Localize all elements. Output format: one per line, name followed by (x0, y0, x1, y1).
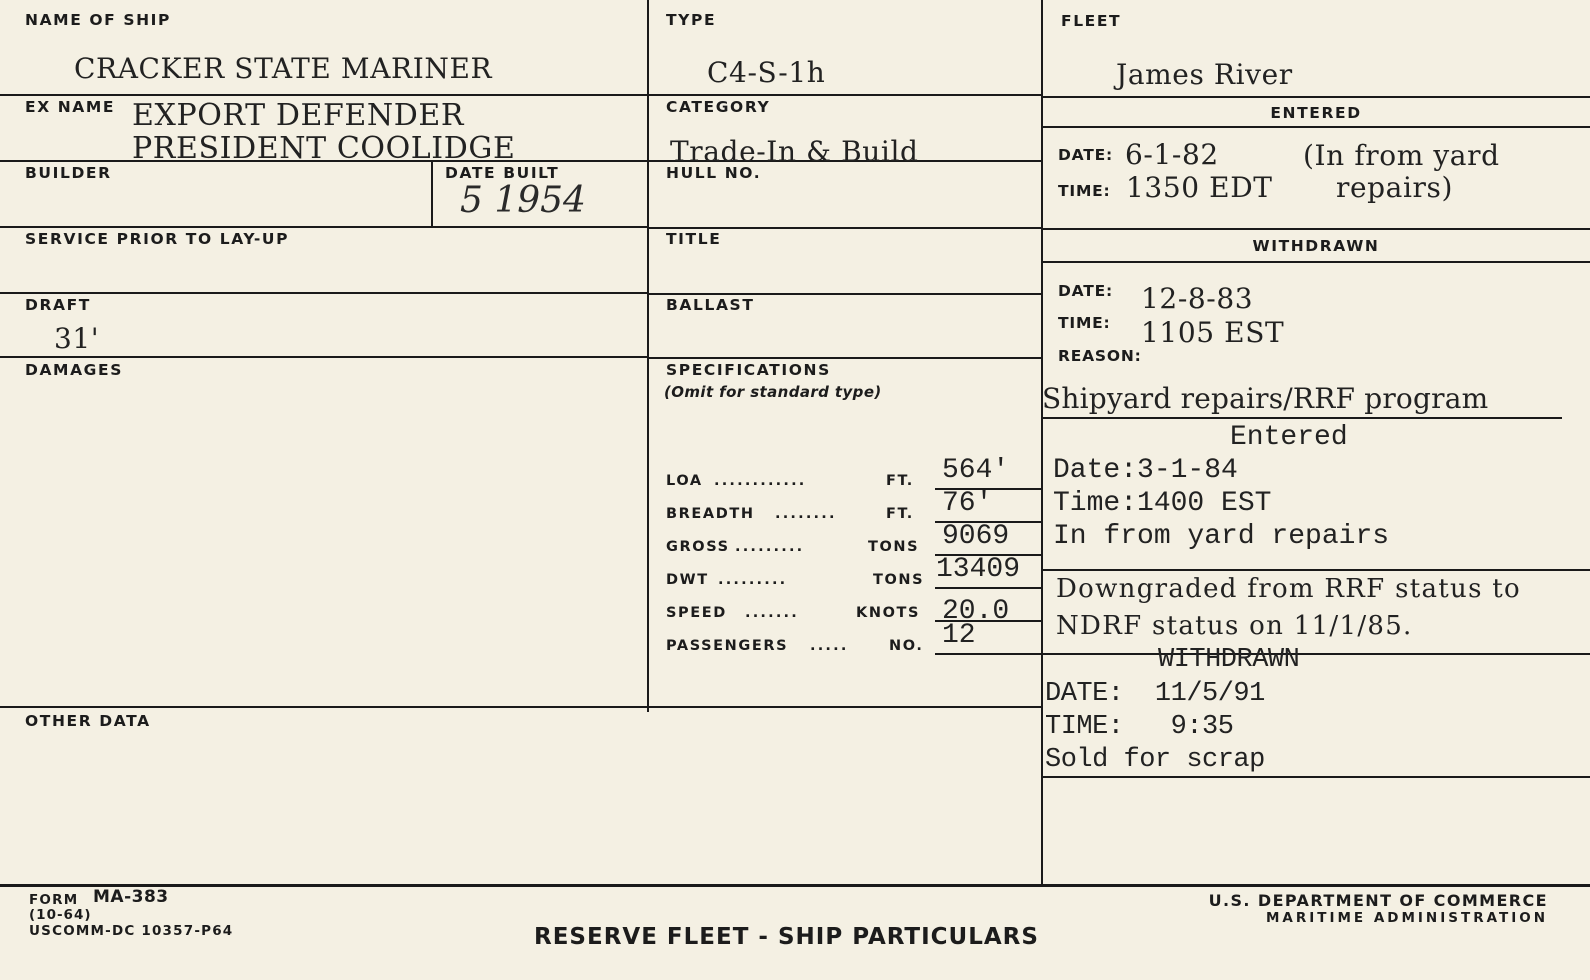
date-built-value: 5 1954 (460, 180, 586, 221)
history-entered-heading: Entered (1230, 422, 1348, 453)
label-service-prior: SERVICE PRIOR TO LAY-UP (25, 230, 290, 248)
label-withdrawn-time: TIME: (1058, 314, 1111, 332)
withdrawn-time-value: 1105 EST (1141, 316, 1285, 349)
spec-unit-gross: TONS (868, 539, 920, 555)
spec-dots-gross: ......... (735, 539, 805, 555)
spec-label-passengers: PASSENGERS (666, 638, 789, 654)
label-specifications: SPECIFICATIONS (666, 361, 831, 379)
rule-mid-5 (648, 357, 1042, 359)
ship-name-value: CRACKER STATE MARINER (74, 52, 493, 85)
label-reason: REASON: (1058, 347, 1142, 365)
history-withdrawn-heading: WITHDRAWN (1158, 645, 1300, 675)
divider-builder-datebuilt (431, 162, 433, 226)
spec-dots-breadth: ........ (775, 506, 837, 522)
label-hull-no: HULL NO. (666, 164, 762, 182)
rule-footer (0, 884, 1590, 887)
label-ex-name: EX NAME (25, 98, 116, 116)
rule-left-5 (0, 356, 648, 358)
spec-underline-passengers (935, 653, 1041, 655)
draft-value: 31' (54, 322, 100, 355)
label-entered-date: DATE: (1058, 146, 1114, 164)
label-date-built: DATE BUILT (445, 164, 560, 182)
spec-unit-passengers: NO. (889, 638, 924, 654)
spec-label-breadth: BREADTH (666, 506, 755, 522)
footer-admin: MARITIME ADMINISTRATION (1265, 910, 1548, 926)
entered-note-2: repairs) (1336, 171, 1454, 204)
rule-history-1 (1042, 569, 1590, 571)
spec-value-speed: 20.0 (942, 596, 1010, 627)
spec-dots-dwt: ......... (718, 572, 788, 588)
type-value: C4-S-1h (707, 56, 826, 89)
label-ballast: BALLAST (666, 296, 755, 314)
withdrawn-reason-value: Shipyard repairs/RRF program (1042, 382, 1489, 415)
label-category: CATEGORY (666, 98, 771, 116)
rule-right-2 (1042, 126, 1590, 128)
label-damages: DAMAGES (25, 361, 123, 379)
footer-uscomm: USCOMM-DC 10357-P64 (29, 923, 234, 939)
label-draft: DRAFT (25, 296, 91, 314)
history-entered-time: Time:1400 EST (1053, 488, 1272, 519)
spec-value-passengers: 12 (942, 620, 976, 651)
footer-form-number: MA-383 (93, 887, 169, 907)
history-withdrawn-note: Sold for scrap (1045, 745, 1265, 775)
footer-title: RESERVE FLEET - SHIP PARTICULARS (534, 924, 1039, 950)
spec-value-dwt: 13409 (936, 554, 1021, 585)
footer-form-prefix: FORM (29, 892, 79, 908)
label-type: TYPE (666, 11, 717, 29)
footer-form-rev: (10-64) (29, 907, 92, 923)
spec-label-speed: SPEED (666, 605, 727, 621)
label-entered-time: TIME: (1058, 182, 1111, 200)
spec-value-loa: 564' (942, 455, 1010, 486)
rule-mid-1 (648, 94, 1042, 96)
rule-right-1 (1042, 96, 1590, 98)
ex-name-value-1: EXPORT DEFENDER (132, 98, 465, 133)
spec-value-breadth: 76' (942, 488, 993, 519)
divider-middle-right (1041, 0, 1043, 887)
history-entered-date: Date:3-1-84 (1053, 455, 1238, 486)
label-spec-note: (Omit for standard type) (664, 383, 882, 401)
rule-right-3 (1042, 228, 1590, 230)
history-downgrade-1: Downgraded from RRF status to (1056, 574, 1521, 604)
history-entered-note: In from yard repairs (1053, 521, 1390, 552)
footer-dept: U.S. DEPARTMENT OF COMMERCE (1208, 891, 1548, 910)
rule-left-4 (0, 292, 648, 294)
rule-history-3 (1042, 776, 1590, 778)
spec-unit-breadth: FT. (886, 506, 914, 522)
rule-right-4 (1042, 261, 1590, 263)
rule-other-data (0, 706, 1042, 708)
label-fleet: FLEET (1061, 12, 1122, 30)
ex-name-value-2: PRESIDENT COOLIDGE (132, 131, 516, 161)
spec-value-gross: 9069 (942, 521, 1010, 552)
category-value: Trade-In & Build (670, 135, 919, 161)
spec-label-loa: LOA (666, 473, 703, 489)
label-title: TITLE (666, 230, 722, 248)
spec-dots-passengers: ..... (810, 638, 849, 654)
spec-unit-dwt: TONS (873, 572, 925, 588)
label-other-data: OTHER DATA (25, 712, 151, 730)
spec-underline-dwt (935, 587, 1041, 589)
entered-note-1: (In from yard (1303, 139, 1500, 172)
rule-left-3 (0, 226, 648, 228)
label-builder: BUILDER (25, 164, 112, 182)
spec-label-gross: GROSS (666, 539, 730, 555)
rule-mid-3 (648, 227, 1042, 229)
spec-dots-loa: ............ (714, 473, 807, 489)
entered-time-value: 1350 EDT (1126, 171, 1273, 204)
rule-history-2 (1042, 653, 1590, 655)
rule-mid-4 (648, 293, 1042, 295)
history-withdrawn-date: DATE: 11/5/91 (1045, 679, 1265, 709)
entered-date-value: 6-1-82 (1125, 138, 1219, 171)
label-entered: ENTERED (1270, 104, 1362, 122)
history-downgrade-2: NDRF status on 11/1/85. (1056, 611, 1413, 641)
rule-left-1 (0, 94, 648, 96)
rule-reason (1042, 417, 1562, 419)
spec-unit-speed: KNOTS (856, 605, 921, 621)
history-withdrawn-time: TIME: 9:35 (1045, 712, 1234, 742)
spec-unit-loa: FT. (886, 473, 914, 489)
spec-label-dwt: DWT (666, 572, 709, 588)
label-name-of-ship: NAME OF SHIP (25, 11, 172, 29)
withdrawn-date-value: 12-8-83 (1141, 282, 1254, 315)
fleet-value: James River (1116, 58, 1293, 91)
label-withdrawn-date: DATE: (1058, 282, 1114, 300)
spec-dots-speed: ....... (745, 605, 799, 621)
label-withdrawn: WITHDRAWN (1252, 237, 1380, 255)
